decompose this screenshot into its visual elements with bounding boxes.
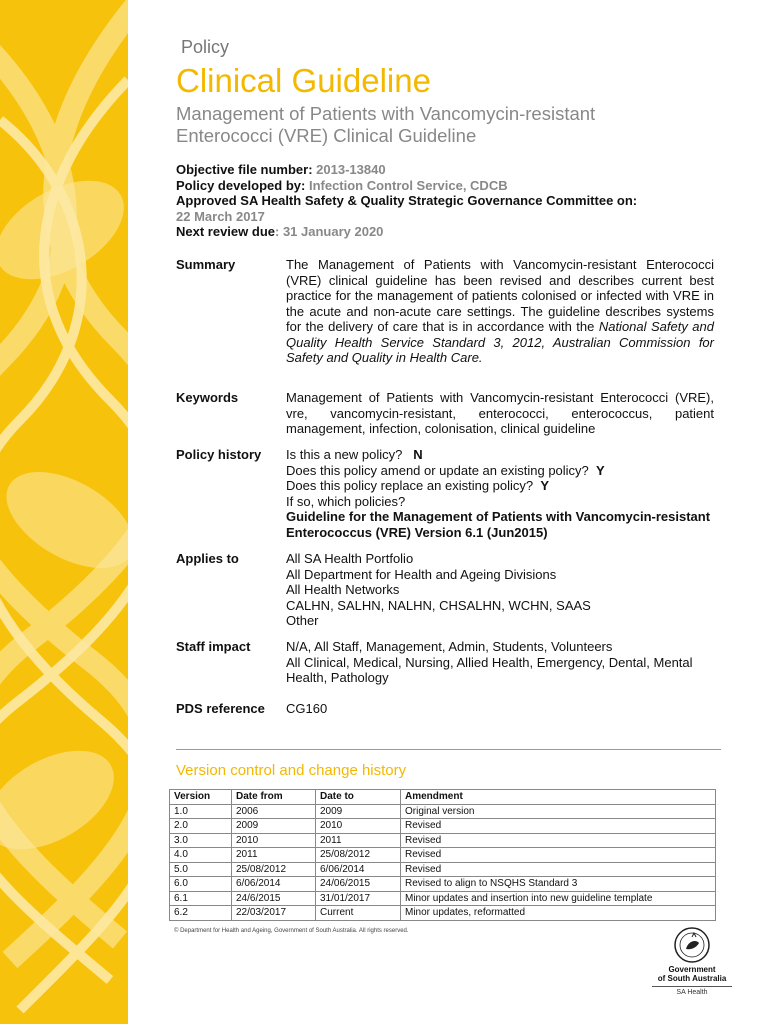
table-cell: 25/08/2012 (232, 862, 316, 877)
table-cell: Original version (401, 804, 716, 819)
table-row (170, 819, 716, 834)
table-cell: 2010 (316, 819, 401, 834)
policy-history-q1: Is this a new policy? (286, 447, 403, 462)
policy-history-q3: Does this policy replace an existing policy? (286, 478, 534, 493)
version-history-table (169, 789, 716, 921)
table-cell: 25/08/2012 (316, 848, 401, 863)
decorative-sidebar (0, 0, 128, 1024)
staff-impact-label: Staff impact (176, 639, 251, 654)
objective-file-label: Objective file number: (176, 162, 313, 177)
applies-to-item: CALHN, SALHN, NALHN, CHSALHN, WCHN, SAAS (286, 597, 591, 613)
table-cell: Revised (401, 819, 716, 834)
table-cell: Current (316, 906, 401, 921)
policy-history-q2: Does this policy amend or update an existing policy? (286, 462, 589, 478)
table-cell: Minor updates and insertion into new guideline template (401, 891, 716, 906)
logo-divider (652, 986, 732, 987)
applies-to-list (286, 551, 714, 629)
staff-impact-list (286, 639, 714, 686)
table-cell: 2009 (316, 804, 401, 819)
table-row (170, 804, 716, 819)
objective-file-value: 2013-13840 (316, 162, 386, 177)
section-divider (176, 749, 721, 750)
government-logo (652, 925, 732, 996)
table-cell: 6.1 (170, 891, 232, 906)
applies-to-item: All Department for Health and Ageing Divisions (286, 566, 557, 582)
page-title: Clinical Guideline (176, 62, 431, 99)
table-header-row (170, 790, 716, 805)
sa-health-label: SA Health (676, 989, 708, 996)
table-cell: Revised (401, 862, 716, 877)
applies-to-item: Other (286, 613, 319, 628)
table-cell: 2010 (232, 833, 316, 848)
table-cell: 22/03/2017 (232, 906, 316, 921)
staff-impact-item: N/A, All Staff, Management, Admin, Students, Volunteers (286, 639, 613, 654)
summary-label: Summary (176, 257, 236, 272)
next-review-label: Next review due (176, 224, 275, 239)
copyright-notice: © Department for Health and Ageing, Government of South Australia. All rights reserved. (174, 928, 409, 934)
table-row (170, 877, 716, 892)
developed-by-label: Policy developed by: (176, 177, 306, 193)
keywords-label: Keywords (176, 390, 239, 405)
table-cell: 5.0 (170, 862, 232, 877)
table-cell: 6/06/2014 (316, 862, 401, 877)
table-cell: Revised (401, 833, 716, 848)
table-cell: 4.0 (170, 848, 232, 863)
developed-by-value: Infection Control Service, CDCB (308, 177, 508, 193)
table-cell: Minor updates, reformatted (401, 906, 716, 921)
government-name-line2: of South Australia (657, 974, 727, 983)
table-cell: 1.0 (170, 804, 232, 819)
pds-reference-label: PDS reference (176, 701, 265, 716)
policy-history-a3: Y (540, 478, 550, 493)
column-header: Version (170, 790, 232, 805)
next-review-value: : 31 January 2020 (275, 224, 384, 239)
table-row (170, 848, 716, 863)
document-type-label: Policy (181, 37, 230, 57)
summary-text-italic: National Safety and Quality Health Service Standard 3, 2012, Australian Commission for Safety and Quality in Health Care. (286, 319, 714, 365)
applies-to-item: All SA Health Portfolio (286, 551, 414, 566)
table-row (170, 862, 716, 877)
applies-to-label: Applies to (176, 551, 239, 566)
column-header: Date from (232, 790, 316, 805)
pds-reference-value: CG160 (286, 701, 328, 716)
version-control-title: Version control and change history (176, 762, 407, 779)
table-cell: Revised (401, 848, 716, 863)
staff-impact-item: All Clinical, Medical, Nursing, Allied Health, Emergency, Dental, Mental Health, Pathology (286, 654, 693, 685)
replaced-policy-name: Guideline for the Management of Patients with Vancomycin-resistant Enterococcus (VRE) Version 6.1 (Jun2015) (286, 509, 711, 540)
policy-history-label: Policy history (176, 447, 262, 462)
policy-history-content (286, 447, 714, 540)
column-header: Date to (316, 790, 401, 805)
table-row (170, 833, 716, 848)
approved-date-value: 22 March 2017 (176, 208, 265, 224)
table-cell: 6.0 (170, 877, 232, 892)
sa-crest-icon (672, 925, 712, 965)
applies-to-item: All Health Networks (286, 582, 400, 597)
summary-text-plain: The Management of Patients with Vancomycin-resistant Enterococci (VRE) clinical guideline has been revised and describes current best practice for the management of patients colonised or infected with VRE in the acute and non-acute care settings. The guideline describes systems for the delivery of care that is in accordance with the (286, 257, 714, 334)
document-subtitle: Management of Patients with Vancomycin-resistant Enterococci (VRE) Clinical Guideline (176, 103, 596, 146)
table-cell: 24/06/2015 (316, 877, 401, 892)
table-cell: 6.2 (170, 906, 232, 921)
table-cell: 6/06/2014 (232, 877, 316, 892)
table-row (170, 891, 716, 906)
table-cell: 2.0 (170, 819, 232, 834)
document-metadata (176, 162, 716, 240)
government-name-line1: Government (668, 965, 716, 974)
table-cell: 2011 (316, 833, 401, 848)
table-cell: 2009 (232, 819, 316, 834)
table-cell: 31/01/2017 (316, 891, 401, 906)
policy-history-a2: Y (596, 462, 605, 478)
summary-text (286, 257, 714, 366)
policy-history-a1: N (413, 447, 423, 462)
helix-pattern (0, 0, 128, 1024)
policy-history-q4: If so, which policies? (286, 493, 406, 509)
keywords-text: Management of Patients with Vancomycin-resistant Enterococci (VRE), vre, vancomycin-resistant, enterococci, enterococcus, patient management, infection, colonisation, clinical guideline (286, 390, 714, 436)
table-cell: 2006 (232, 804, 316, 819)
table-cell: 3.0 (170, 833, 232, 848)
table-row (170, 906, 716, 921)
table-cell: 24/6/2015 (232, 891, 316, 906)
table-cell: Revised to align to NSQHS Standard 3 (401, 877, 716, 892)
column-header: Amendment (401, 790, 716, 805)
table-cell: 2011 (232, 848, 316, 863)
approved-by-label: Approved SA Health Safety & Quality Strategic Governance Committee on: (176, 193, 638, 208)
